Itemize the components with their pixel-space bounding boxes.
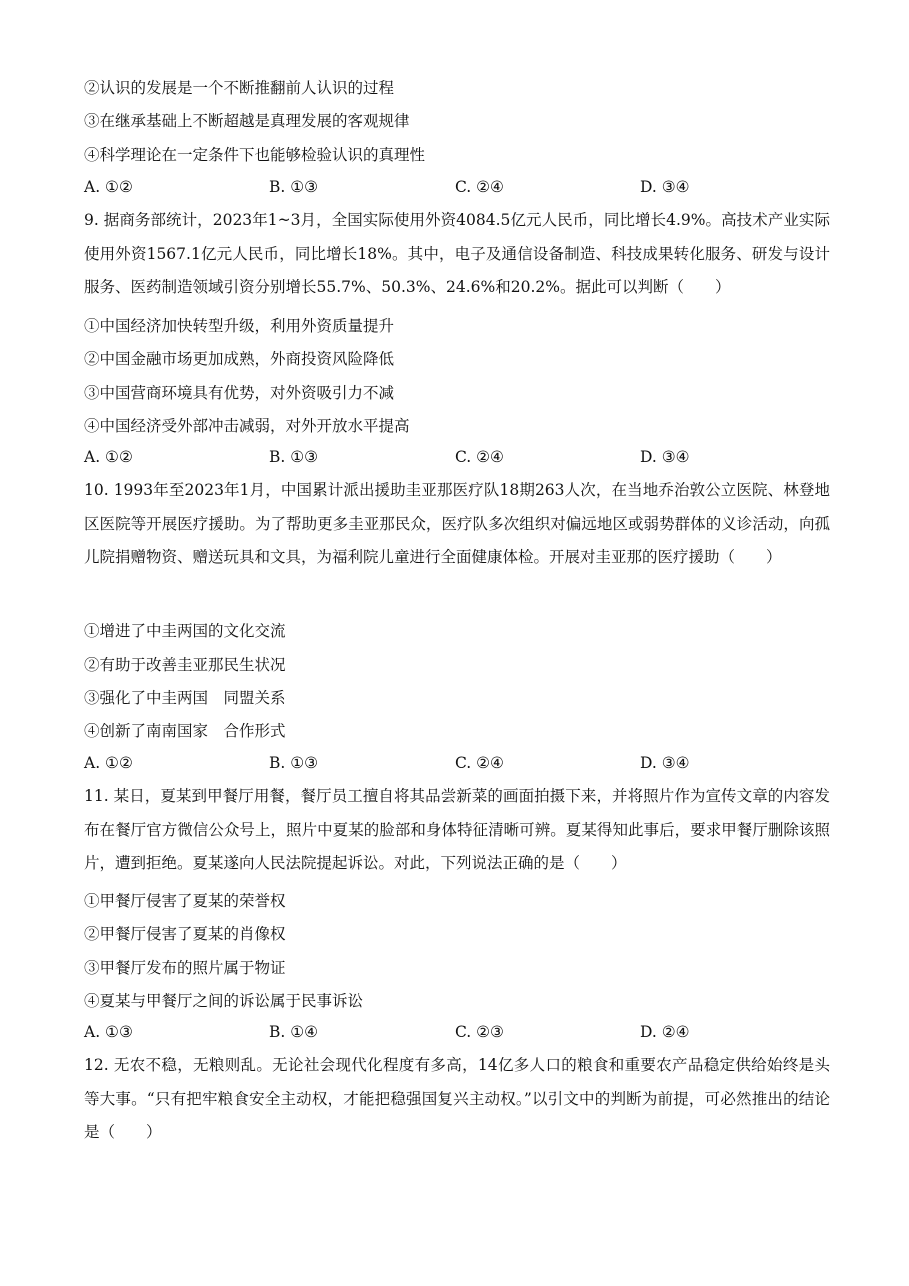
q10-item-2: ②有助于改善圭亚那民生状况 [84,656,286,674]
q8-option-a: A. ①② [84,178,133,196]
q11-item-3: ③甲餐厅发布的照片属于物证 [84,959,286,977]
q9-option-d: D. ③④ [640,448,690,466]
q8-item-2: ②认识的发展是一个不断推翻前人认识的过程 [84,79,395,97]
q11-stem: 11. 某日，夏某到甲餐厅用餐，餐厅员工擅自将其品尝新菜的画面拍摄下来，并将照片作为宣传文章的内容发布在餐厅官方微信公众号上，照片中夏某的脸部和身体特征清晰可辨。夏某得知此事后，要求甲餐厅删除该照片，遭到拒绝。夏某遂向人民法院提起诉讼。对此，下列说法正确的是（ ） [84,787,830,872]
q11-options [84,1022,830,1042]
q9-option-b: B. ①③ [269,448,319,466]
q10-item-4: ④创新了南南国家 合作形式 [84,722,286,740]
q11-option-d: D. ②④ [640,1023,690,1041]
q8-item-4: ④科学理论在一定条件下也能够检验认识的真理性 [84,146,426,164]
q9-item-2: ②中国金融市场更加成熟，外商投资风险降低 [84,350,395,368]
q11-option-c: C. ②③ [455,1023,504,1041]
q10-options [84,753,830,773]
q9-options [84,447,830,467]
q10-option-a: A. ①② [84,754,133,772]
q8-options [84,177,830,197]
q8-option-b: B. ①③ [269,178,319,196]
q9-option-a: A. ①② [84,448,133,466]
q9-option-c: C. ②④ [455,448,504,466]
q10-option-d: D. ③④ [640,754,690,772]
q10-stem: 10. 1993年至2023年1月，中国累计派出援助圭亚那医疗队18期263人次，在当地乔治敦公立医院、林登地区医院等开展医疗援助。为了帮助更多圭亚那民众，医疗队多次组织对偏远地区或弱势群体的义诊活动，向孤儿院捐赠物资、赠送玩具和文具，为福利院儿童进行全面健康体检。开展对圭亚那的医疗援助（ ） [84,481,830,566]
q10-option-b: B. ①③ [269,754,319,772]
q9-item-4: ④中国经济受外部冲击减弱，对外开放水平提高 [84,417,410,435]
q8-option-d: D. ③④ [640,178,690,196]
q11-item-1: ①甲餐厅侵害了夏某的荣誉权 [84,892,286,910]
q10-item-3: ③强化了中圭两国 同盟关系 [84,689,286,707]
q11-option-b: B. ①④ [269,1023,319,1041]
q9-stem: 9. 据商务部统计，2023年1~3月，全国实际使用外资4084.5亿元人民币，同比增长4.9%。高技术产业实际使用外资1567.1亿元人民币，同比增长18%。其中，电子及通信设备制造、科技成果转化服务、研发与设计服务、医药制造领域引资分别增长55.7%、50.3%、24.6%和20.2%。据此可以判断（ ） [84,211,830,296]
q9-item-3: ③中国营商环境具有优势，对外资吸引力不减 [84,384,395,402]
q11-item-4: ④夏某与甲餐厅之间的诉讼属于民事诉讼 [84,992,364,1010]
q8-option-c: C. ②④ [455,178,504,196]
q12-stem: 12. 无农不稳，无粮则乱。无论社会现代化程度有多高，14亿多人口的粮食和重要农产品稳定供给始终是头等大事。“只有把牢粮食安全主动权，才能把稳强国复兴主动权。”以引文中的判断为前提，可必然推出的结论是（ ） [84,1056,830,1141]
q11-item-2: ②甲餐厅侵害了夏某的肖像权 [84,925,286,943]
q10-option-c: C. ②④ [455,754,504,772]
q11-option-a: A. ①③ [84,1023,133,1041]
q9-item-1: ①中国经济加快转型升级，利用外资质量提升 [84,317,395,335]
q10-item-1: ①增进了中圭两国的文化交流 [84,622,286,640]
q8-item-3: ③在继承基础上不断超越是真理发展的客观规律 [84,112,410,130]
